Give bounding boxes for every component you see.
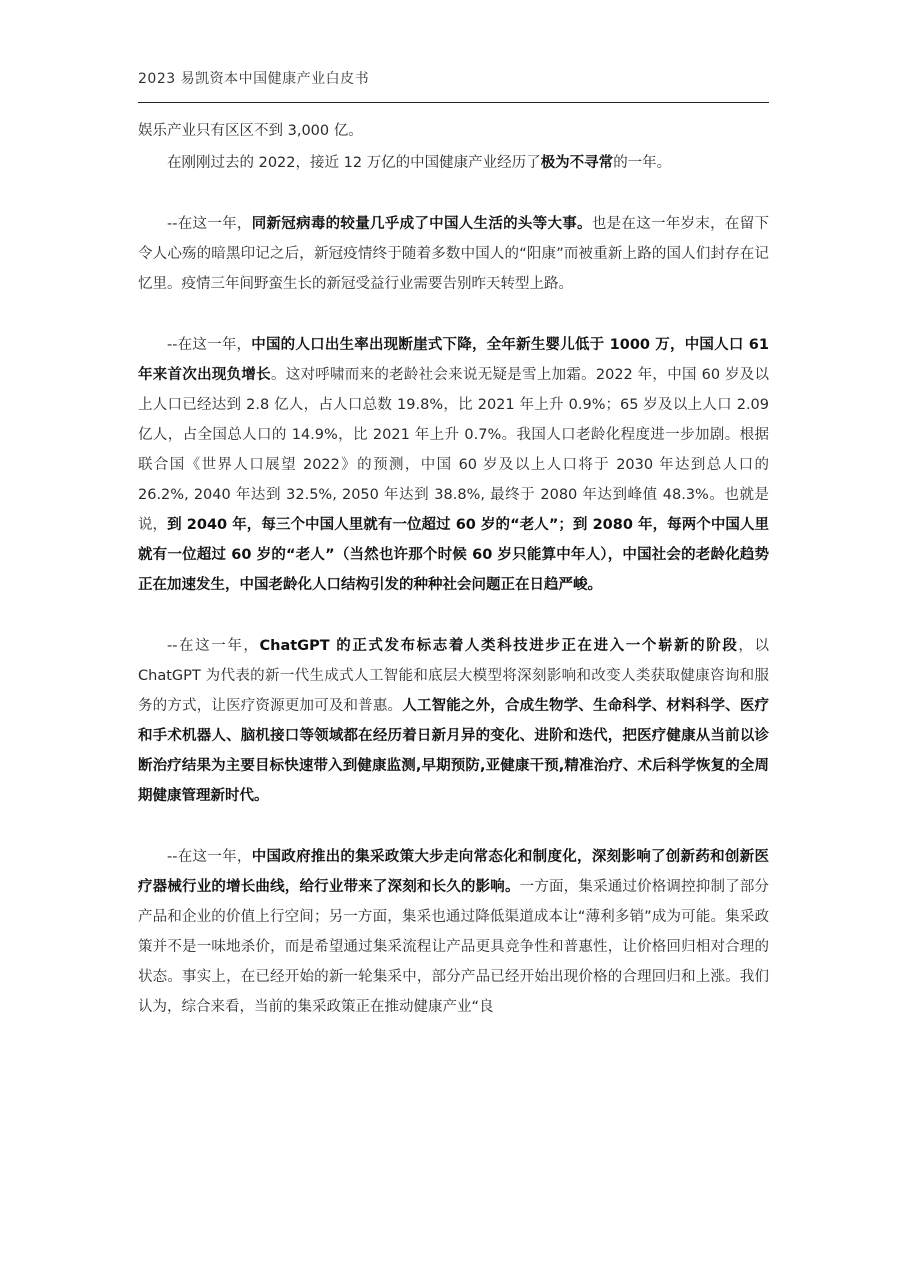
paragraph-procurement	[138, 842, 769, 1022]
paragraph-intro	[138, 148, 769, 178]
paragraph-text: 的一年。	[613, 155, 672, 171]
paragraph-emphasis: 中国政府推出的集采政策大步走向常态化和制度化，深刻影响了创新药和创新医疗器械行业的增长曲线，给行业带来了深刻和长久的影响。	[138, 849, 770, 895]
paragraph-text: --在这一年，	[167, 337, 252, 353]
paragraph-emphasis: ChatGPT 的正式发布标志着人类科技进步正在进入一个崭新的阶段	[259, 638, 739, 654]
header-rule	[138, 102, 769, 103]
paragraph-text: 也是在这一年岁末，在留下令人心殇的暗黑印记之后，新冠疫情终于随着多数中国人的“阳康”而被重新上路的国人们封存在记忆里。疫情三年间野蛮生长的新冠受益行业需要告别昨天转型上路。	[138, 216, 770, 292]
paragraph-emphasis: 到 2040 年，每三个中国人里就有一位超过 60 岁的“老人”；到 2080 年，每两个中国人里就有一位超过 60 岁的“老人”（当然也许那个时候 60 岁只能算中年人），中国社会的老龄化趋势正在加速发生，中国老龄化人口结构引发的种种社会问题正在日趋严峻。	[138, 517, 769, 593]
paragraph-emphasis: 同新冠病毒的较量几乎成了中国人生活的头等大事。	[251, 216, 592, 232]
paragraph-text: --在这一年，	[167, 216, 252, 232]
paragraph-text: 。这对呼啸而来的老龄社会来说无疑是雪上加霜。2022 年，中国 60 岁及以上人口已经达到 2.8 亿人，占人口总数 19.8%，比 2021 年上升 0.9%；65 岁及以上人口 2.09 亿人，占全国总人口的 14.9%，比 2021 年上升 0.7%。我国人口老龄化程度进一步加剧。根据联合国《世界人口展望 2022》的预测，中国 60 岁及以上人口将于 2030 年达到总人口的 26.2%, 2040 年达到 32.5%, 2050 年达到 38.8%, 最终于 2080 年达到峰值 48.3%。也就是说，	[138, 367, 769, 533]
paragraph-text: 一方面，集采通过价格调控抑制了部分产品和企业的价值上行空间；另一方面，集采也通过降低渠道成本让“薄利多销”成为可能。集采政策并不是一味地杀价，而是希望通过集采流程让产品更具竞争性和普惠性，让价格回归相对合理的状态。事实上，在已经开始的新一轮集采中，部分产品已经开始出现价格的合理回归和上涨。我们认为，综合来看，当前的集采政策正在推动健康产业“良	[138, 879, 769, 1015]
paragraph-text: --在这一年，	[167, 849, 252, 865]
paragraph-text: ，以 ChatGPT 为代表的新一代生成式人工智能和底层大模型将深刻影响和改变人类获取健康咨询和服务的方式，让医疗资源更加可及和普惠。	[138, 638, 770, 714]
paragraph-covid	[138, 209, 769, 299]
paragraph-text: --在这一年，	[167, 638, 260, 654]
paragraph-continuation	[138, 116, 769, 146]
paragraph-text: 娱乐产业只有区区不到 3,000 亿。	[138, 123, 363, 139]
body-text	[138, 116, 769, 1022]
paragraph-population	[138, 330, 769, 600]
paragraph-emphasis: 极为不寻常	[540, 155, 614, 171]
paragraph-chatgpt	[138, 631, 769, 811]
paragraph-emphasis: 中国的人口出生率出现断崖式下降，全年新生婴儿低于 1000 万，中国人口 61 年来首次出现负增长	[138, 337, 769, 383]
paragraph-emphasis: 人工智能之外，合成生物学、生命科学、材料科学、医疗和手术机器人、脑机接口等领域都在经历着日新月异的变化、进阶和迭代，把医疗健康从当前以诊断治疗结果为主要目标快速带入到健康监测,早期预防,亚健康干预,精准治疗、术后科学恢复的全周期健康管理新时代。	[138, 698, 770, 804]
running-header: 2023 易凯资本中国健康产业白皮书	[138, 71, 370, 87]
paragraph-text: 在刚刚过去的 2022，接近 12 万亿的中国健康产业经历了	[167, 155, 541, 171]
